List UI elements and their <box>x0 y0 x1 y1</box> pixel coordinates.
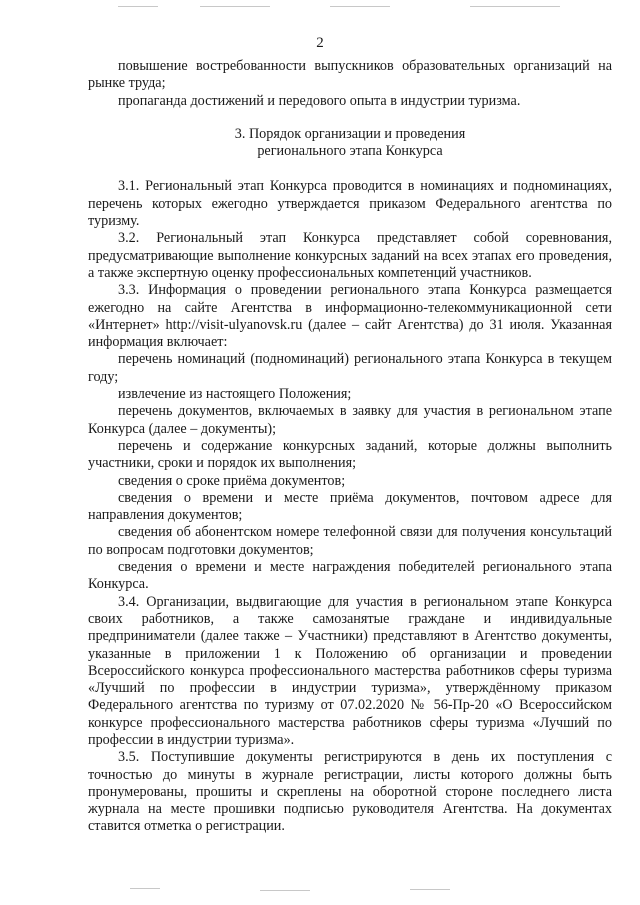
scan-noise-bottom-1 <box>130 888 160 889</box>
scan-noise-bottom-2 <box>260 890 310 891</box>
list-item-deadline: сведения о сроке приёма документов; <box>118 472 346 489</box>
scan-noise-top-4 <box>470 6 560 7</box>
list-item-award: сведения о времени и месте награждения победителей регионального этапа Конкурса. <box>88 559 612 593</box>
scan-noise-top-2 <box>200 6 270 7</box>
scan-noise-top-3 <box>330 6 390 7</box>
scan-noise-bottom-3 <box>410 889 450 890</box>
list-item-documents: перечень документов, включаемых в заявку для участия в региональном этапе Конкурса (далее – документы); <box>88 403 612 437</box>
list-item-nominations: перечень номинаций (подноминаций) регионального этапа Конкурса в текущем году; <box>88 351 612 385</box>
paragraph-3-3: 3.3. Информация о проведении регионального этапа Конкурса размещается ежегодно на сайте Агентства в информационно-телекоммуникационной сети «Интернет» http://visit-ulyanovsk.ru (далее – сайт Агентства) до 31 июля. Указанная информация включает: <box>88 282 612 351</box>
paragraph-3-2: 3.2. Региональный этап Конкурса представляет собой соревнования, предусматривающие выполнение конкурсных заданий на всех этапах его проведения, а также экспертную оценку профессиональных компетенций участников. <box>88 230 612 281</box>
paragraph-goal-promotion: пропаганда достижений и передового опыта в индустрии туризма. <box>118 92 521 109</box>
scan-noise-top-1 <box>118 6 158 7</box>
section-heading <box>88 126 612 161</box>
paragraph-3-5: 3.5. Поступившие документы регистрируются в день их поступления с точностью до минуты в журнале регистрации, листы которого должны быть пронумерованы, прошиты и скреплены на оборотной стороне последнего листа журнала на месте прошивки подписью руководителя Агентства. На документах ставится отметка о регистрации. <box>88 749 612 835</box>
list-item-phone: сведения об абонентском номере телефонной связи для получения консультаций по вопросам подготовки документов; <box>88 524 612 558</box>
document-body <box>88 58 612 836</box>
paragraph-3-4: 3.4. Организации, выдвигающие для участия в региональном этапе Конкурса своих работников, а также самозанятые граждане и индивидуальные предприниматели (далее также – Участники) представляют в Агентство документы, указанные в приложении 1 к Положению об организации и проведении Всероссийского конкурса профессионального мастерства работников сферы туризма «Лучший по профессии в индустрии туризма», утверждённому приказом Федерального агентства по туризму от 07.02.2020 № 56-Пр-20 «О Всероссийском конкурсе профессионального мастерства работников сферы туризма «Лучший по профессии в индустрии туризма». <box>88 593 612 748</box>
list-item-extract: извлечение из настоящего Положения; <box>118 386 352 403</box>
page-number: 2 <box>316 35 324 51</box>
list-item-tasks: перечень и содержание конкурсных заданий, которые должны выполнить участники, сроки и порядок их выполнения; <box>88 437 612 472</box>
section-heading-line1: 3. Порядок организации и проведения <box>234 125 466 142</box>
list-item-place-address: сведения о времени и месте приёма документов, почтовом адресе для направления документов; <box>88 489 612 524</box>
section-heading-line2: регионального этапа Конкурса <box>257 143 443 160</box>
paragraph-3-1: 3.1. Региональный этап Конкурса проводится в номинациях и подноминациях, перечень которых ежегодно утверждается приказом Федерального агентства по туризму. <box>88 178 612 230</box>
paragraph-goal-employability: повышение востребованности выпускников образовательных организаций на рынке труда; <box>88 58 612 92</box>
